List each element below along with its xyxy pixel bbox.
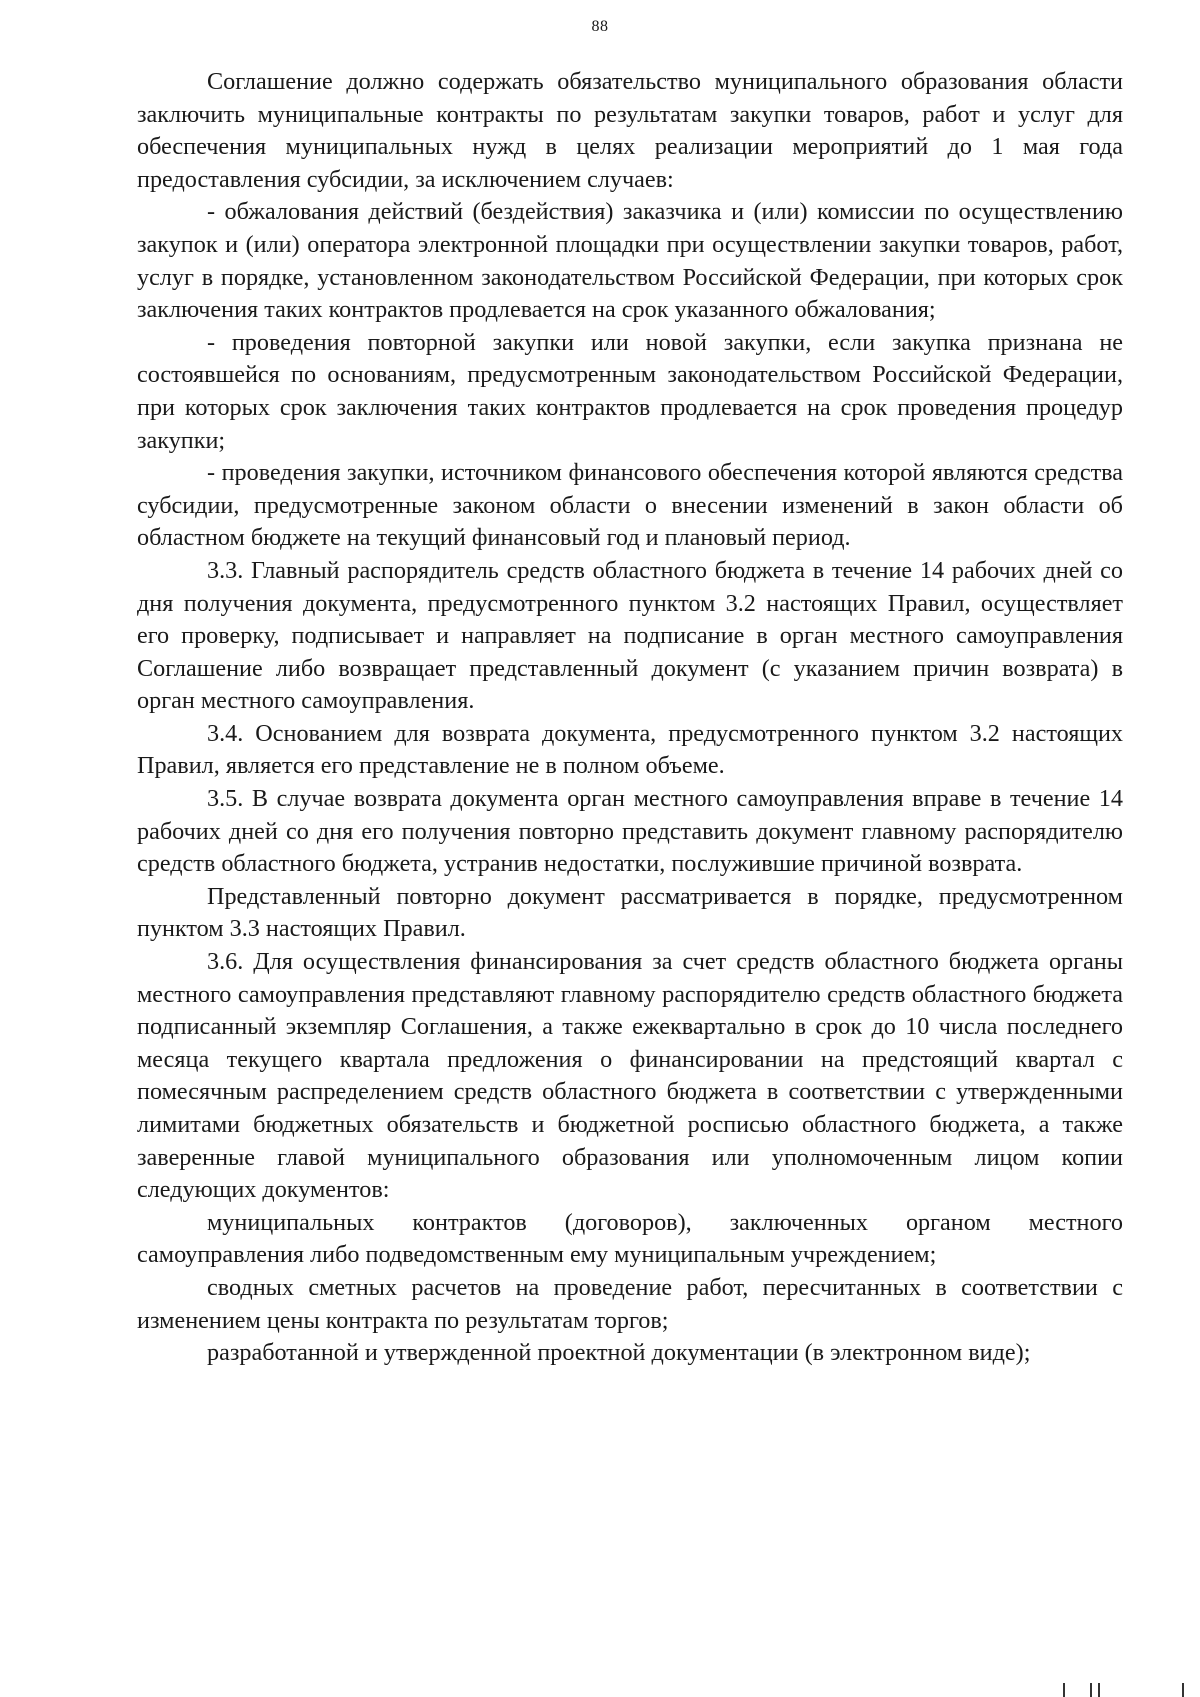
paragraph-3-5: 3.5. В случае возврата документа орган местного самоуправления вправе в течение 14 рабочих дней со дня его получения повторно представить документ главному распорядителю средств областного бюджета, устранив недостатки, послужившие причиной возврата. [137, 785, 1123, 878]
paragraph-doc-estimates: сводных сметных расчетов на проведение работ, пересчитанных в соответствии с изменением цены контракта по результатам торгов; [137, 1273, 1123, 1334]
paragraph-exception-repeat-purchase: - проведения повторной закупки или новой закупки, если закупка признана не состоявшейся по основаниям, предусмотренным законодательством Российской Федерации, при которых срок заключения таких контрактов продлевается на срок проведения процедур закупки; [137, 328, 1123, 454]
scan-edge-mark [1182, 1683, 1184, 1697]
paragraph-exception-subsidy-source: - проведения закупки, источником финансового обеспечения которой являются средства субсидии, предусмотренные законом области о внесении изменений в закон области об областном бюджете на текущий финансовый год и плановый период. [137, 459, 1123, 552]
paragraph-3-6: 3.6. Для осуществления финансирования за счет средств областного бюджета органы местного самоуправления представляют главному распорядителю средств областного бюджета подписанный экземпляр Соглашения, а также ежеквартально в срок до 10 числа последнего месяца текущего квартала предложения о финансировании на предстоящий квартал с помесячным распределением средств областного бюджета в соответствии с утвержденными лимитами бюджетных обязательств и бюджетной росписью областного бюджета, а также заверенные главой муниципального образования или уполномоченным лицом копии следующих документов: [137, 948, 1123, 1204]
paragraph-3-3: 3.3. Главный распорядитель средств областного бюджета в течение 14 рабочих дней со дня получения документа, предусмотренного пунктом 3.2 настоящих Правил, осуществляет его проверку, подписывает и направляет на подписание в орган местного самоуправления Соглашение либо возвращает представленный документ (с указанием причин возврата) в орган местного самоуправления. [137, 556, 1123, 715]
paragraph-resubmission: Представленный повторно документ рассматривается в порядке, предусмотренном пунктом 3.3 настоящих Правил. [137, 882, 1123, 943]
scan-edge-mark [1063, 1683, 1065, 1697]
paragraph-doc-contracts: муниципальных контрактов (договоров), заключенных органом местного самоуправления либо подведомственным ему муниципальным учреждением; [137, 1208, 1123, 1269]
scan-edge-mark [1090, 1683, 1092, 1697]
scan-edge-mark [1098, 1683, 1100, 1697]
document-body [137, 66, 1123, 1370]
paragraph-doc-design: разработанной и утвержденной проектной документации (в электронном виде); [207, 1339, 1031, 1367]
paragraph-3-4: 3.4. Основанием для возврата документа, предусмотренного пунктом 3.2 настоящих Правил, является его представление не в полном объеме. [137, 719, 1123, 780]
paragraph-exception-appeal: - обжалования действий (бездействия) заказчика и (или) комиссии по осуществлению закупок и (или) оператора электронной площадки при осуществлении закупки товаров, работ, услуг в порядке, установленном законодательством Российской Федерации, при которых срок заключения таких контрактов продлевается на срок указанного обжалования; [137, 198, 1123, 324]
page-number: 88 [591, 18, 609, 35]
paragraph-agreement-obligation: Соглашение должно содержать обязательство муниципального образования области заключить муниципальные контракты по результатам закупки товаров, работ и услуг для обеспечения муниципальных нужд в целях реализации мероприятий до 1 мая года предоставления субсидии, за исключением случаев: [137, 68, 1123, 193]
